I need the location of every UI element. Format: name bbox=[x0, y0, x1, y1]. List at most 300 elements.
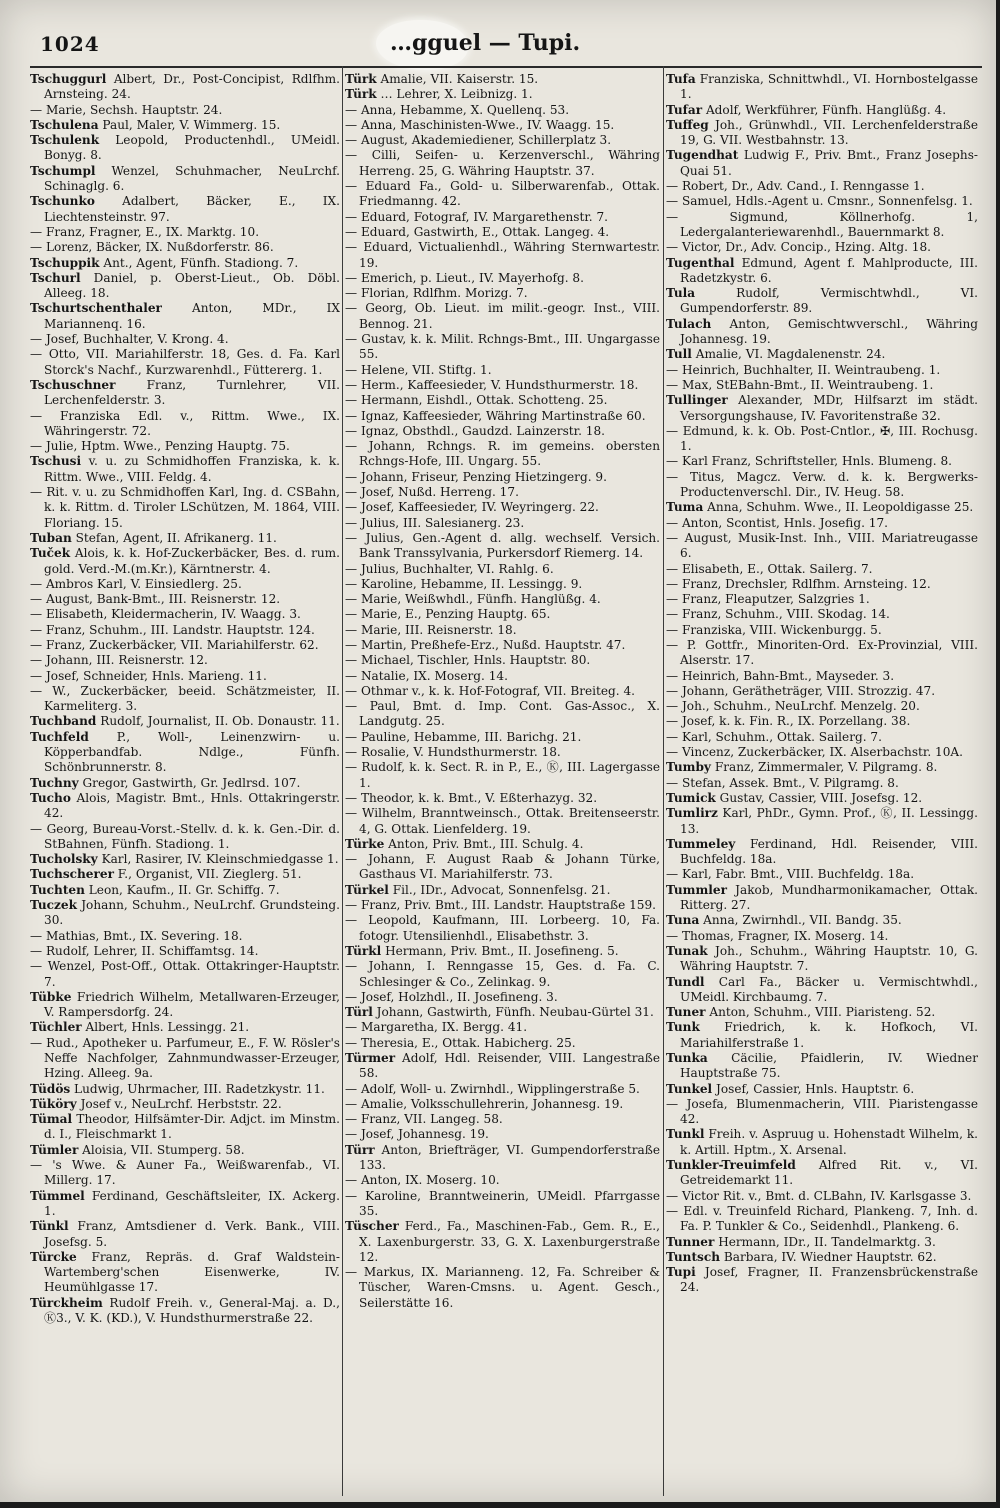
directory-entry bbox=[345, 87, 660, 102]
entry-surname: Tuchscherer bbox=[30, 867, 114, 882]
entry-surname: Tüköry bbox=[30, 1096, 77, 1111]
directory-entry bbox=[666, 1082, 978, 1097]
directory-entry bbox=[666, 1051, 978, 1082]
directory-entry bbox=[30, 118, 340, 133]
directory-entry bbox=[345, 990, 660, 1005]
entry-details: — Gustav, k. k. Milit. Rchngs-Bmt., III. Ungargasse 55. bbox=[345, 332, 660, 362]
entry-details: — Eduard, Fotograf, IV. Margarethenstr. 7. bbox=[345, 209, 609, 224]
entry-details: — Johann, I. Renngasse 15, Ges. d. Fa. C. Schlesinger & Co., Zelinkag. 9. bbox=[345, 959, 660, 989]
directory-entry bbox=[345, 791, 660, 806]
entry-details: — Georg, Bureau-Vorst.-Stellv. d. k. k. Gen.-Dir. d. StBahnen, Fünfh. Stadiong. 1. bbox=[30, 821, 340, 851]
directory-entry bbox=[345, 806, 660, 837]
entry-details: Cäcilie, Pfaidlerin, IV. Wiedner Hauptstraße 75. bbox=[680, 1051, 978, 1081]
entry-details: Ant., Agent, Fünfh. Stadiong. 7. bbox=[99, 255, 299, 270]
entry-surname: Tummler bbox=[666, 882, 727, 897]
entry-details: — Franz, Zuckerbäcker, VII. Mariahilferstr. 62. bbox=[30, 637, 319, 652]
entry-details: — August, Akademiediener, Schillerplatz 3. bbox=[345, 133, 612, 148]
directory-entry bbox=[666, 1158, 978, 1189]
entry-details: — Thomas, Fragner, IX. Moserg. 14. bbox=[666, 928, 889, 943]
directory-entry bbox=[30, 944, 340, 959]
entry-details: Jakob, Mundharmonikamacher, Ottak. Ritterg. 27. bbox=[680, 882, 978, 913]
entry-details: — W., Zuckerbäcker, beeid. Schätzmeister, II. Karmeliterg. 3. bbox=[30, 683, 340, 714]
entry-details: Ludwig, Uhrmacher, III. Radetzkystr. 11. bbox=[70, 1081, 325, 1096]
directory-entry bbox=[666, 118, 978, 149]
entry-details: Rudolf, Journalist, II. Ob. Donaustr. 11. bbox=[96, 714, 340, 729]
entry-details: — Franz, Schuhm., III. Landstr. Hauptstr. 124. bbox=[30, 622, 315, 637]
entry-details: — Franz, Drechsler, Rdlfhm. Arnsteing. 12. bbox=[666, 576, 931, 591]
entry-details: Josef, Fragner, II. Franzensbrückenstraße 24. bbox=[680, 1265, 978, 1295]
entry-surname: Tuna bbox=[666, 913, 700, 928]
entry-surname: Türckheim bbox=[30, 1295, 103, 1310]
column-divider bbox=[342, 66, 343, 1496]
directory-entry bbox=[30, 1036, 340, 1082]
directory-entry bbox=[666, 745, 978, 760]
entry-details: Adolf, Werkführer, Fünfh. Hanglüßg. 4. bbox=[702, 102, 947, 117]
directory-entry bbox=[666, 1204, 978, 1235]
entry-details: — Anna, Maschinisten-Wwe., IV. Waagg. 15. bbox=[345, 117, 615, 132]
directory-entry bbox=[345, 959, 660, 990]
directory-entry bbox=[666, 577, 978, 592]
entry-details: Gregor, Gastwirth, Gr. Jedlrsd. 107. bbox=[78, 775, 301, 790]
directory-entry bbox=[345, 363, 660, 378]
entry-details: — Mathias, Bmt., IX. Severing. 18. bbox=[30, 928, 243, 943]
entry-details: Anton, Schuhm., VIII. Piaristeng. 52. bbox=[705, 1005, 936, 1020]
directory-entry bbox=[30, 439, 340, 454]
directory-entry bbox=[666, 684, 978, 699]
directory-entry bbox=[345, 531, 660, 562]
entry-details: — Franziska Edl. v., Rittm. Wwe., IX. Währingerstr. 72. bbox=[30, 408, 340, 438]
entry-details: — Ignaz, Kaffeesieder, Währing Martinstraße 60. bbox=[345, 408, 646, 423]
entry-details: — Victor, Dr., Adv. Concip., Hzing. Altg. 18. bbox=[666, 240, 931, 255]
entry-details: — Karl, Fabr. Bmt., VIII. Buchfeldg. 18a. bbox=[666, 867, 915, 882]
entry-details: — Victor Rit. v., Bmt. d. CLBahn, IV. Karlsgasse 3. bbox=[666, 1188, 972, 1203]
entry-details: — Cilli, Seifen- u. Kerzenverschl., Währing Herreng. 25, G. Währing Hauptstr. 37. bbox=[345, 148, 660, 178]
entry-surname: Tschuppik bbox=[30, 255, 100, 270]
entry-details: — Franziska, VIII. Wickenburgg. 5. bbox=[666, 622, 882, 637]
entry-details: — Josef, k. k. Fin. R., IX. Porzellang. 38. bbox=[666, 714, 911, 729]
entry-details: v. u. zu Schmidhoffen Franziska, k. k. Rittm. Wwe., VIII. Feldg. 4. bbox=[44, 454, 340, 484]
entry-details: — Anton, Scontist, Hnls. Josefig. 17. bbox=[666, 515, 889, 530]
directory-entry bbox=[666, 944, 978, 975]
directory-entry bbox=[666, 363, 978, 378]
directory-entry bbox=[345, 1097, 660, 1112]
entry-details: — Vincenz, Zuckerbäcker, IX. Alserbachstr. 10A. bbox=[666, 745, 963, 760]
entry-surname: Tupi bbox=[666, 1265, 696, 1280]
entry-surname: Tunkl bbox=[666, 1127, 705, 1142]
directory-entry bbox=[30, 1020, 340, 1035]
directory-entry bbox=[30, 1143, 340, 1158]
directory-entry bbox=[345, 286, 660, 301]
entry-surname: Tumick bbox=[666, 790, 716, 805]
entry-details: Franz, Turnlehrer, VII. Lerchenfelderstr. 3. bbox=[44, 377, 340, 408]
entry-surname: Tugendhat bbox=[666, 148, 739, 163]
entry-details: — August, Musik-Inst. Inh., VIII. Mariatreugasse 6. bbox=[666, 530, 978, 561]
directory-entry bbox=[345, 133, 660, 148]
entry-details: Anton, Priv. Bmt., III. Schulg. 4. bbox=[384, 836, 584, 851]
entry-surname: Tucholsky bbox=[30, 852, 98, 867]
entry-surname: Türk bbox=[345, 72, 377, 86]
directory-entry bbox=[345, 332, 660, 363]
entry-surname: Tunner bbox=[666, 1234, 715, 1249]
entry-details: Ferdinand, Hdl. Reisender, VIII. Buchfeldg. 18a. bbox=[680, 836, 978, 867]
entry-details: — Marie, Sechsh. Hauptstr. 24. bbox=[30, 102, 223, 117]
directory-entry bbox=[666, 1097, 978, 1128]
directory-entry bbox=[345, 439, 660, 470]
directory-entry bbox=[345, 179, 660, 210]
directory-entry bbox=[345, 684, 660, 699]
directory-entry bbox=[666, 638, 978, 669]
directory-entry bbox=[666, 378, 978, 393]
directory-entry bbox=[345, 516, 660, 531]
directory-entry bbox=[666, 72, 978, 103]
directory-entry bbox=[30, 883, 340, 898]
directory-entry bbox=[666, 883, 978, 914]
entry-surname: Tschuschner bbox=[30, 377, 116, 392]
entry-details: F., Organist, VII. Zieglerg. 51. bbox=[113, 867, 302, 882]
directory-entry bbox=[666, 913, 978, 928]
entry-surname: Tümal bbox=[30, 1112, 73, 1127]
entry-details: — Helene, VII. Stiftg. 1. bbox=[345, 362, 492, 377]
entry-surname: Türkel bbox=[345, 882, 389, 897]
entry-surname: Tundl bbox=[666, 974, 705, 989]
entry-details: — Josef, Buchhalter, V. Krong. 4. bbox=[30, 332, 229, 347]
entry-surname: Tüdös bbox=[30, 1081, 71, 1096]
entry-details: — Johann, F. August Raab & Johann Türke, Gasthaus VI. Mariahilferstr. 73. bbox=[345, 852, 660, 882]
directory-entry bbox=[666, 103, 978, 118]
directory-entry bbox=[345, 1082, 660, 1097]
entry-details: — Emerich, p. Lieut., IV. Mayerhofg. 8. bbox=[345, 270, 584, 285]
directory-entry bbox=[666, 317, 978, 348]
directory-entry bbox=[30, 714, 340, 729]
entry-details: Franziska, Schnittwhdl., VI. Hornbostelgasse 1. bbox=[680, 72, 978, 102]
entry-details: Rudolf Freih. v., General-Maj. a. D., Ⓚ3., V. K. (KD.), V. Hundsthurmerstraße 22. bbox=[44, 1295, 340, 1326]
entry-surname: Türke bbox=[345, 836, 385, 851]
directory-entry bbox=[345, 103, 660, 118]
entry-details: — P. Gottfr., Minoriten-Ord. Ex-Provinzial, VIII. Alserstr. 17. bbox=[666, 637, 978, 668]
directory-entry bbox=[345, 1020, 660, 1035]
directory-entry bbox=[30, 653, 340, 668]
directory-entry bbox=[666, 516, 978, 531]
entry-details: — Rit. v. u. zu Schmidhoffen Karl, Ing. d. CSBahn, k. k. Rittm. d. Tiroler LSchützen, M. 1864, VIII. Floriang. 15. bbox=[30, 485, 340, 530]
entry-details: — Michael, Tischler, Hnls. Hauptstr. 80. bbox=[345, 653, 591, 668]
entry-surname: Tulach bbox=[666, 316, 712, 331]
directory-entry bbox=[30, 531, 340, 546]
directory-entry bbox=[30, 776, 340, 791]
directory-entry bbox=[345, 1219, 660, 1265]
entry-details: Fil., IDr., Advocat, Sonnenfelsg. 21. bbox=[388, 882, 611, 897]
directory-entry bbox=[30, 577, 340, 592]
entry-details: — Leopold, Kaufmann, III. Lorbeerg. 10, Fa. fotogr. Utensilienhdl., Elisabethstr. 3. bbox=[345, 913, 660, 943]
entry-details: — Robert, Dr., Adv. Cand., I. Renngasse 1. bbox=[666, 179, 925, 194]
entry-surname: Tschulena bbox=[30, 117, 99, 132]
entry-details: — Eduard, Victualienhdl., Währing Sternwartestr. 19. bbox=[345, 240, 660, 270]
directory-entry bbox=[30, 592, 340, 607]
entry-details: Aloisia, VII. Stumperg. 58. bbox=[78, 1142, 245, 1157]
directory-entry bbox=[30, 454, 340, 485]
entry-details: — August, Bank-Bmt., III. Reisnerstr. 12. bbox=[30, 592, 281, 607]
entry-surname: Tuchfeld bbox=[30, 729, 89, 744]
entry-details: — Stefan, Assek. Bmt., V. Pilgramg. 8. bbox=[666, 775, 899, 790]
entry-surname: Tucho bbox=[30, 790, 71, 805]
entry-details: Amalie, VII. Kaiserstr. 15. bbox=[376, 72, 539, 86]
entry-details: Adalbert, Bäcker, E., IX. Liechtensteinstr. 97. bbox=[44, 194, 340, 224]
entry-details: Alfred Rit. v., VI. Getreidemarkt 11. bbox=[680, 1158, 978, 1188]
directory-entry bbox=[666, 286, 978, 317]
directory-entry bbox=[345, 607, 660, 622]
entry-details: — Martin, Preßhefe-Erz., Nußd. Hauptstr. 47. bbox=[345, 637, 626, 652]
entry-details: Adolf, Hdl. Reisender, VIII. Langestraße 58. bbox=[359, 1051, 660, 1081]
entry-details: — Othmar v., k. k. Hof-Fotograf, VII. Breiteg. 4. bbox=[345, 683, 636, 698]
entry-surname: Tüchler bbox=[30, 1020, 82, 1035]
entry-details: — Lorenz, Bäcker, IX. Nußdorferstr. 86. bbox=[30, 240, 274, 255]
directory-entry bbox=[345, 699, 660, 730]
entry-surname: Tschulenk bbox=[30, 133, 100, 148]
entry-surname: Tuchten bbox=[30, 882, 85, 897]
column-1 bbox=[30, 72, 340, 1492]
directory-entry bbox=[666, 592, 978, 607]
entry-surname: Tuczek bbox=[30, 898, 77, 913]
entry-details: Josef v., NeuLrchf. Herbststr. 22. bbox=[76, 1096, 282, 1111]
directory-entry bbox=[345, 1173, 660, 1188]
entry-details: Franz, Repräs. d. Graf Waldstein-Wartemberg'schen Eisenwerke, IV. Heumühlgasse 17. bbox=[44, 1249, 340, 1295]
entry-surname: Tschusi bbox=[30, 454, 82, 469]
entry-surname: Tugenthal bbox=[666, 255, 735, 270]
directory-entry bbox=[30, 164, 340, 195]
entry-surname: Tumlirz bbox=[666, 806, 718, 821]
directory-entry bbox=[666, 975, 978, 1006]
directory-entry bbox=[666, 760, 978, 775]
directory-entry bbox=[345, 653, 660, 668]
directory-entry bbox=[30, 929, 340, 944]
directory-entry bbox=[666, 714, 978, 729]
entry-details: Anton, MDr., IX Mariannenq. 16. bbox=[44, 301, 340, 331]
entry-details: Ludwig F., Priv. Bmt., Franz Josephs-Quai 51. bbox=[680, 148, 978, 178]
directory-entry bbox=[666, 1235, 978, 1250]
entry-details: — Sigmund, Köllnerhofg. 1, Ledergalanteriewarenhdl., Bauernmarkt 8. bbox=[666, 209, 978, 239]
entry-details: — Anton, IX. Moserg. 10. bbox=[345, 1173, 500, 1188]
directory-entry bbox=[30, 1296, 340, 1327]
directory-entry bbox=[345, 1189, 660, 1220]
directory-entry bbox=[345, 883, 660, 898]
entry-details: — Margaretha, IX. Bergg. 41. bbox=[345, 1020, 528, 1035]
directory-entry bbox=[345, 271, 660, 286]
entry-details: — Josef, Johannesg. 19. bbox=[345, 1127, 489, 1142]
directory-entry bbox=[666, 1020, 978, 1051]
directory-entry bbox=[666, 256, 978, 287]
directory-entry bbox=[666, 393, 978, 424]
entry-surname: Tummeley bbox=[666, 836, 736, 851]
entry-details: Gustav, Cassier, VIII. Josefsg. 12. bbox=[715, 790, 923, 805]
entry-surname: Tschunko bbox=[30, 194, 95, 209]
entry-surname: Tuner bbox=[666, 1005, 706, 1020]
entry-surname: Tunk bbox=[666, 1020, 700, 1035]
entry-details: — Ambros Karl, V. Einsiedlerg. 25. bbox=[30, 576, 242, 591]
directory-entry bbox=[666, 562, 978, 577]
directory-entry bbox=[30, 332, 340, 347]
directory-entry bbox=[30, 72, 340, 103]
entry-details: — Johann, Friseur, Penzing Hietzingerg. 9. bbox=[345, 469, 607, 484]
entry-details: — Franz, VII. Langeg. 58. bbox=[345, 1112, 503, 1127]
entry-details: — Max, StEBahn-Bmt., II. Weintraubeng. 1. bbox=[666, 377, 934, 392]
entry-details: — Karoline, Branntweinerin, UMeidl. Pfarrgasse 35. bbox=[345, 1188, 660, 1218]
directory-entry bbox=[30, 990, 340, 1021]
entry-details: — Karoline, Hebamme, II. Lessingg. 9. bbox=[345, 576, 583, 591]
directory-entry bbox=[30, 256, 340, 271]
entry-details: — Johann, Rchngs. R. im gemeins. obersten Rchngs-Hofe, III. Ungarg. 55. bbox=[345, 439, 660, 469]
entry-details: Johann, Schuhm., NeuLrchf. Grundsteing. 30. bbox=[44, 898, 340, 928]
entry-details: — Karl Franz, Schriftsteller, Hnls. Blumeng. 8. bbox=[666, 454, 953, 469]
entry-details: — 's Wwe. & Auner Fa., Weißwarenfab., VI. Millerg. 17. bbox=[30, 1158, 340, 1188]
column-divider bbox=[663, 66, 664, 1496]
entry-details: — Amalie, Volksschullehrerin, Johannesg. 19. bbox=[345, 1096, 624, 1111]
directory-entry bbox=[30, 1189, 340, 1220]
entry-surname: Tübke bbox=[30, 989, 72, 1004]
directory-entry bbox=[666, 347, 978, 362]
entry-details: — Josef, Holzhdl., II. Josefineng. 3. bbox=[345, 989, 558, 1004]
entry-details: — Franz, Fragner, E., IX. Marktg. 10. bbox=[30, 224, 260, 239]
entry-details: Friedrich, k. k. Hofkoch, VI. Mariahilferstraße 1. bbox=[680, 1020, 978, 1050]
directory-entry bbox=[345, 1051, 660, 1082]
entry-details: Albert, Dr., Post-Concipist, Rdlfhm. Arnsteing. 24. bbox=[44, 72, 340, 102]
entry-details: Leon, Kaufm., II. Gr. Schiffg. 7. bbox=[84, 882, 280, 897]
entry-details: — Rud., Apotheker u. Parfumeur, E., F. W. Rösler's Neffe Nachfolger, Zahnmundwasser-Erzeuger, Hzing. Alleeg. 9a. bbox=[30, 1035, 340, 1081]
directory-entry bbox=[666, 148, 978, 179]
directory-entry bbox=[666, 470, 978, 501]
entry-details: — Josef, Nußd. Herreng. 17. bbox=[345, 485, 519, 500]
directory-entry bbox=[30, 546, 340, 577]
directory-entry bbox=[666, 1265, 978, 1296]
header-rule bbox=[30, 66, 982, 68]
directory-entry bbox=[30, 638, 340, 653]
entry-details: — Joh., Schuhm., NeuLrchf. Menzelg. 20. bbox=[666, 699, 920, 714]
entry-surname: Tunkler-Treuimfeld bbox=[666, 1158, 796, 1173]
entry-details: — Otto, VII. Mariahilferstr. 18, Ges. d. Fa. Karl Storck's Nachf., Kurzwarenhdl., Füttererg. 1. bbox=[30, 347, 340, 377]
entry-details: Anton, Gemischtwverschl., Währing Johannesg. 19. bbox=[680, 316, 978, 347]
entry-surname: Tümmel bbox=[30, 1188, 85, 1203]
directory-entry bbox=[30, 684, 340, 715]
directory-entry bbox=[666, 867, 978, 882]
entry-details: Alois, Magistr. Bmt., Hnls. Ottakringerstr. 42. bbox=[44, 790, 340, 821]
directory-entry bbox=[30, 133, 340, 164]
directory-entry bbox=[345, 852, 660, 883]
directory-entry bbox=[666, 531, 978, 562]
page-header bbox=[30, 28, 980, 64]
entry-surname: Tschurtschenthaler bbox=[30, 301, 162, 316]
directory-entry bbox=[30, 1219, 340, 1250]
entry-details: — Josefa, Blumenmacherin, VIII. Piaristengasse 42. bbox=[666, 1096, 978, 1127]
entry-details: — Samuel, Hdls.-Agent u. Cmsnr., Sonnenfelsg. 1. bbox=[666, 194, 973, 209]
directory-entry bbox=[30, 730, 340, 776]
directory-entry bbox=[30, 378, 340, 409]
entry-details: — Karl, Schuhm., Ottak. Sailerg. 7. bbox=[666, 729, 882, 744]
directory-entry bbox=[30, 1158, 340, 1189]
directory-entry bbox=[345, 378, 660, 393]
directory-entry bbox=[30, 607, 340, 622]
entry-surname: Türkl bbox=[345, 943, 382, 958]
entry-details: — Natalie, IX. Moserg. 14. bbox=[345, 668, 508, 683]
entry-details: — Julius, Gen.-Agent d. allg. wechself. Versich. Bank Transsylvania, Purkersdorf Riemerg. 14. bbox=[345, 530, 660, 561]
directory-entry bbox=[345, 1143, 660, 1174]
entry-details: Anna, Schuhm. Wwe., II. Leopoldigasse 25. bbox=[703, 500, 974, 515]
entry-surname: Tunkel bbox=[666, 1081, 713, 1096]
entry-details: — Josef, Schneider, Hnls. Marieng. 11. bbox=[30, 668, 267, 683]
entry-details: Alexander, MDr, Hilfsarzt im städt. Versorgungshause, IV. Favoritenstraße 32. bbox=[680, 393, 978, 423]
entry-details: — Julius, III. Salesianerg. 23. bbox=[345, 515, 525, 530]
entry-details: — Julius, Buchhalter, VI. Rahlg. 6. bbox=[345, 561, 554, 576]
entry-details: — Eduard Fa., Gold- u. Silberwarenfab., Ottak. Friedmanng. 42. bbox=[345, 179, 660, 209]
directory-entry bbox=[345, 225, 660, 240]
directory-entry bbox=[30, 347, 340, 378]
entry-details: — Johann, III. Reisnerstr. 12. bbox=[30, 653, 208, 668]
directory-entry bbox=[30, 898, 340, 929]
directory-entry bbox=[666, 1005, 978, 1020]
entry-details: P., Woll-, Leinenzwirn- u. Köpperbandfab. Ndlge., Fünfh. Schönbrunnerstr. 8. bbox=[44, 729, 340, 775]
entry-surname: Tunka bbox=[666, 1051, 708, 1065]
directory-entry bbox=[345, 485, 660, 500]
directory-entry bbox=[30, 485, 340, 531]
entry-surname: Tümler bbox=[30, 1142, 79, 1157]
directory-entry bbox=[30, 103, 340, 118]
directory-entry bbox=[345, 301, 660, 332]
directory-entry bbox=[345, 1127, 660, 1142]
entry-details: Anna, Zwirnhdl., VII. Bandg. 35. bbox=[699, 913, 902, 928]
directory-entry bbox=[666, 1250, 978, 1265]
entry-surname: Tuchband bbox=[30, 714, 97, 729]
entry-surname: Tunak bbox=[666, 943, 708, 958]
entry-details: — Marie, E., Penzing Hauptg. 65. bbox=[345, 607, 551, 622]
entry-details: Leopold, Productenhdl., UMeidl. Bonyg. 8. bbox=[44, 133, 340, 163]
directory-entry bbox=[345, 409, 660, 424]
directory-entry bbox=[345, 470, 660, 485]
entry-details: — Julie, Hptm. Wwe., Penzing Hauptg. 75. bbox=[30, 439, 290, 454]
entry-details: Joh., Grünwhdl., VII. Lerchenfelderstraße 19, G. VII. Westbahnstr. 13. bbox=[680, 117, 978, 148]
entry-details: — Florian, Rdlfhm. Morizg. 7. bbox=[345, 286, 528, 301]
entry-details: Franz, Zimmermaler, V. Pilgramg. 8. bbox=[710, 760, 938, 775]
entry-details: Carl Fa., Bäcker u. Vermischtwhdl., UMeidl. Kirchbaumg. 7. bbox=[680, 974, 978, 1004]
directory-entry bbox=[30, 959, 340, 990]
directory-entry bbox=[30, 301, 340, 332]
directory-entry bbox=[666, 607, 978, 622]
directory-entry bbox=[345, 1112, 660, 1127]
directory-entry bbox=[666, 1189, 978, 1204]
directory-entry bbox=[30, 225, 340, 240]
entry-details: — Edl. v. Treuinfeld Richard, Plankeng. 7, Inh. d. Fa. P. Tunkler & Co., Seidenhdl., Plankeng. 6. bbox=[666, 1203, 978, 1234]
directory-entry bbox=[345, 760, 660, 791]
entry-surname: Tumby bbox=[666, 760, 711, 775]
entry-surname: Tschurl bbox=[30, 270, 81, 285]
entry-details: — Johann, Gerätheträger, VIII. Strozzig. 47. bbox=[666, 683, 936, 698]
directory-entry bbox=[666, 194, 978, 209]
entry-details: — Paul, Bmt. d. Imp. Cont. Gas-Assoc., X. Landgutg. 25. bbox=[345, 699, 660, 729]
directory-entry bbox=[666, 791, 978, 806]
entry-details: — Elisabeth, E., Ottak. Sailerg. 7. bbox=[666, 561, 873, 576]
directory-entry bbox=[345, 745, 660, 760]
entry-details: Ferdinand, Geschäftsleiter, IX. Ackerg. 1. bbox=[44, 1188, 340, 1218]
entry-surname: Türcke bbox=[30, 1249, 77, 1264]
entry-details: Anton, Briefträger, VI. Gumpendorferstraße 133. bbox=[359, 1142, 660, 1173]
directory-entry bbox=[345, 837, 660, 852]
directory-entry bbox=[345, 592, 660, 607]
entry-details: — Heinrich, Bahn-Bmt., Mayseder. 3. bbox=[666, 668, 895, 683]
directory-entry bbox=[345, 240, 660, 271]
directory-entry bbox=[666, 210, 978, 241]
directory-entry bbox=[345, 1036, 660, 1051]
entry-surname: Tünkl bbox=[30, 1219, 69, 1234]
entry-details: — Theresia, E., Ottak. Habicherg. 25. bbox=[345, 1035, 576, 1050]
directory-entry bbox=[345, 577, 660, 592]
directory-entry bbox=[666, 776, 978, 791]
entry-details: Karl, PhDr., Gymn. Prof., Ⓚ, II. Lessingg. 13. bbox=[680, 806, 978, 836]
